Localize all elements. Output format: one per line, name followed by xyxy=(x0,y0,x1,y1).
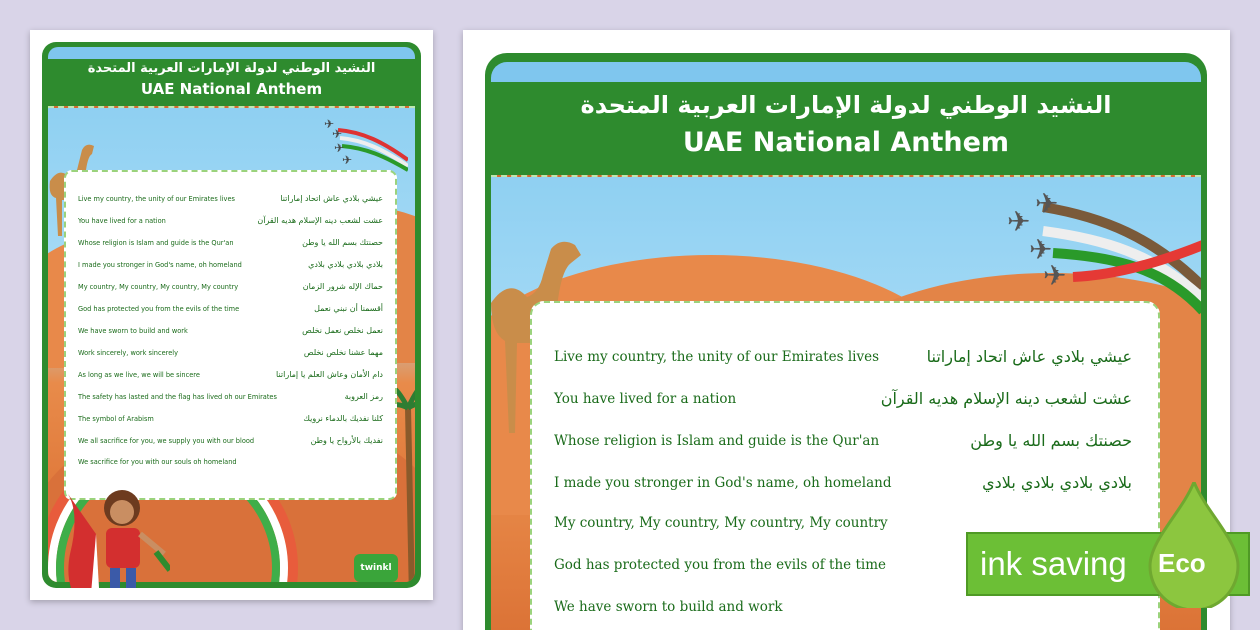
anthem-row xyxy=(532,473,1158,492)
anthem-row xyxy=(66,392,395,401)
line-ar: حصنتك بسم الله يا وطن xyxy=(302,238,383,247)
girl-with-flag-illustration xyxy=(60,474,170,588)
svg-text:✈: ✈ xyxy=(1007,205,1031,238)
line-en: God has protected you from the evils of the time xyxy=(78,304,240,313)
poster-frame-small xyxy=(42,42,421,588)
anthem-row xyxy=(532,347,1158,366)
line-en: My country, My country, My country, My country xyxy=(554,515,888,531)
line-en: Live my country, the unity of our Emirates lives xyxy=(554,348,880,365)
line-ar: نفديك بالأرواح يا وطن xyxy=(310,436,383,445)
svg-text:✈: ✈ xyxy=(1035,187,1059,220)
preview-sheet-small xyxy=(30,30,433,600)
anthem-row xyxy=(532,599,1158,615)
poster-header-large xyxy=(485,87,1207,163)
eco-label: Eco xyxy=(1158,548,1206,578)
svg-text:✈: ✈ xyxy=(334,141,345,155)
line-ar: عشت لشعب دينه الإسلام هديه القرآن xyxy=(257,216,383,225)
svg-text:✈: ✈ xyxy=(1029,233,1053,266)
line-en: We all sacrifice for you, we supply you with our blood xyxy=(78,436,255,445)
twinkl-logo: twinkl xyxy=(354,554,398,582)
line-ar: نعمل نخلص نعمل نخلص xyxy=(302,326,383,335)
anthem-row xyxy=(66,326,395,335)
line-ar: عيشي بلادي عاش اتحاد إماراتنا xyxy=(280,194,383,203)
anthem-row xyxy=(66,348,395,357)
line-ar: رمز العروبة xyxy=(344,392,383,401)
line-ar: كلنا نفديك بالدماء نرويك xyxy=(303,414,383,423)
sky-strip xyxy=(491,62,1201,82)
line-en: I made you stronger in God's name, oh homeland xyxy=(78,260,242,269)
title-arabic-large: النشيد الوطني لدولة الإمارات العربية المتحدة xyxy=(580,91,1112,119)
line-en: As long as we live, we will be sincere xyxy=(78,370,200,379)
line-ar: دام الأمان وعاش العلم يا إماراتنا xyxy=(276,370,383,379)
line-ar: بلادي بلادي بلادي بلادي xyxy=(982,473,1132,492)
ink-saving-label: ink saving xyxy=(980,545,1127,582)
line-ar: حصنتك بسم الله يا وطن xyxy=(970,431,1132,450)
anthem-row xyxy=(66,238,395,247)
anthem-row xyxy=(66,282,395,291)
line-en: Whose religion is Islam and guide is the Qur'an xyxy=(78,238,234,247)
line-en: I made you stronger in God's name, oh homeland xyxy=(554,474,892,491)
anthem-row xyxy=(532,431,1158,450)
svg-text:✈: ✈ xyxy=(324,117,335,131)
sky-strip xyxy=(48,47,415,59)
anthem-row xyxy=(66,414,395,423)
anthem-row xyxy=(532,515,1158,531)
svg-text:✈: ✈ xyxy=(1043,259,1067,292)
line-ar: عيشي بلادي عاش اتحاد إماراتنا xyxy=(926,347,1132,366)
line-en: Whose religion is Islam and guide is the Qur'an xyxy=(554,432,880,449)
title-english-large: UAE National Anthem xyxy=(682,127,1010,158)
line-ar: أقسمنا أن نبني نعمل xyxy=(314,304,383,313)
anthem-row xyxy=(66,304,395,313)
line-ar: بلادي بلادي بلادي بلادي xyxy=(308,260,383,269)
title-english-small: UAE National Anthem xyxy=(140,80,323,98)
line-ar: مهما عشنا نخلص نخلص xyxy=(303,348,383,357)
line-en: We sacrifice for you with our souls oh homeland xyxy=(78,458,237,466)
anthem-row xyxy=(66,370,395,379)
line-en: You have lived for a nation xyxy=(78,216,166,225)
jets-small xyxy=(318,112,408,172)
anthem-row xyxy=(66,194,395,203)
anthem-row xyxy=(66,260,395,269)
line-en: Live my country, the unity of our Emirates lives xyxy=(78,194,235,203)
line-en: God has protected you from the evils of the time xyxy=(554,557,886,573)
line-ar: عشت لشعب دينه الإسلام هديه القرآن xyxy=(880,389,1132,408)
anthem-row xyxy=(532,389,1158,408)
poster-header-small xyxy=(42,60,421,100)
title-arabic-small: النشيد الوطني لدولة الإمارات العربية المتحدة xyxy=(87,61,376,76)
line-en: We have sworn to build and work xyxy=(78,326,188,335)
svg-text:✈: ✈ xyxy=(342,153,353,167)
line-en: We have sworn to build and work xyxy=(554,599,783,615)
anthem-row xyxy=(66,458,395,466)
line-en: Work sincerely, work sincerely xyxy=(78,348,179,357)
svg-text:✈: ✈ xyxy=(332,127,343,141)
eco-drop-icon xyxy=(1146,482,1242,608)
line-en: My country, My country, My country, My country xyxy=(78,282,239,291)
anthem-card-small xyxy=(64,170,397,500)
anthem-row xyxy=(66,436,395,445)
line-en: The symbol of Arabism xyxy=(78,414,154,423)
line-en: The safety has lasted and the flag has lived oh our Emirates xyxy=(78,392,277,401)
jets-large xyxy=(1003,187,1201,317)
line-ar: حماك الإله شرور الزمان xyxy=(302,282,383,291)
line-en: You have lived for a nation xyxy=(554,390,737,407)
anthem-row xyxy=(66,216,395,225)
